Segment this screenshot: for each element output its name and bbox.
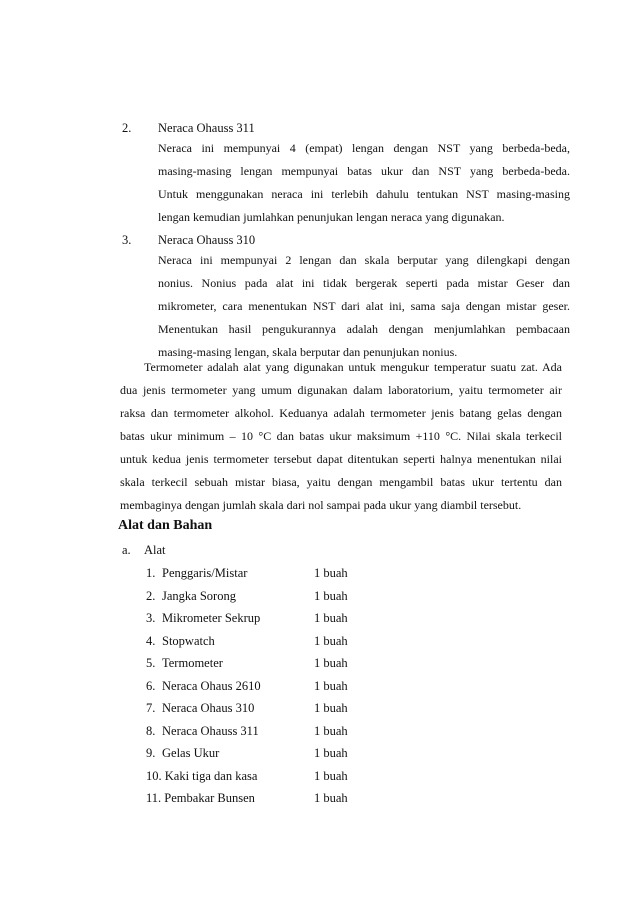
tool-row — [146, 745, 446, 768]
tool-quantity: 1 buah — [314, 611, 348, 625]
text-line: lengan kemudian jumlahkan penunjukan lengan neraca yang digunakan. — [158, 210, 505, 224]
tool-quantity: 1 buah — [314, 746, 348, 760]
tool-name: Penggaris/Mistar — [162, 566, 248, 580]
tool-row — [146, 633, 446, 656]
tool-name: Stopwatch — [162, 633, 215, 648]
text-line: mikrometer, cara menentukan NST dari alat ini, sama saja dengan mistar geser. — [158, 299, 570, 313]
tools-list — [146, 565, 446, 813]
tool-quantity: 1 buah — [314, 701, 348, 715]
tool-number: 8. — [146, 723, 156, 738]
item-title: Neraca Ohauss 311 — [158, 121, 255, 135]
tool-name: Pembakar Bunsen — [164, 791, 255, 805]
tool-quantity: 1 buah — [314, 588, 348, 603]
subsection-label: Alat — [144, 543, 166, 557]
tool-number: 6. — [146, 678, 156, 693]
tool-name: Jangka Sorong — [162, 588, 236, 603]
text-line: masing-masing lengan mempunyai batas ukur dan NST yang berbeda-beda. — [158, 164, 570, 178]
tool-row — [146, 610, 446, 633]
tool-quantity: 1 buah — [314, 656, 348, 670]
tool-quantity: 1 buah — [314, 768, 348, 783]
tool-row — [146, 655, 446, 678]
section-heading: Alat dan Bahan — [118, 518, 213, 533]
text-line: Neraca ini mempunyai 2 lengan dan skala berputar yang dilengkapi dengan — [158, 253, 570, 267]
tool-row — [146, 790, 446, 813]
text-line: Menentukan hasil pengukurannya adalah dengan menjumlahkan pembacaan — [158, 322, 570, 336]
item-number: 2. — [122, 121, 132, 135]
tool-number: 11. — [146, 791, 162, 805]
tool-entry — [146, 790, 255, 806]
text-line: untuk kedua jenis termometer tersebut dapat ditentukan seperti halnya menentukan nilai — [120, 452, 562, 466]
tool-quantity: 1 buah — [314, 791, 348, 805]
tool-name: Kaki tiga dan kasa — [164, 768, 258, 783]
tool-number: 2. — [146, 588, 156, 603]
tool-name: Termometer — [162, 656, 223, 670]
tool-row — [146, 723, 446, 746]
text-line: raksa dan termometer alkohol. Keduanya adalah termometer jenis batang gelas dengan — [120, 406, 562, 420]
tool-quantity: 1 buah — [314, 678, 348, 693]
text-line: nonius. Nonius pada alat ini tidak bergerak seperti pada mistar Geser dan — [158, 276, 570, 290]
tool-row — [146, 768, 446, 791]
item-number: 3. — [122, 233, 132, 247]
tool-number: 7. — [146, 701, 156, 715]
text-line: skala terkecil sebuah mistar biasa, yaitu dengan mengambil batas ukur tertentu dan — [120, 475, 562, 489]
tool-quantity: 1 buah — [314, 566, 348, 580]
tool-number: 10. — [146, 768, 162, 783]
text-line: Termometer adalah alat yang digunakan untuk mengukur temperatur suatu zat. Ada — [144, 360, 562, 374]
text-line: batas ukur minimum – 10 °C dan batas ukur maksimum +110 °C. Nilai skala terkecil — [120, 429, 562, 443]
text-line: masing-masing lengan, skala berputar dan penunjukan nonius. — [158, 345, 458, 359]
item-title: Neraca Ohauss 310 — [158, 233, 256, 247]
tool-row — [146, 588, 446, 611]
tool-name: Neraca Ohaus 2610 — [162, 678, 261, 693]
tool-row — [146, 678, 446, 701]
item-description — [158, 249, 570, 364]
tool-quantity: 1 buah — [314, 633, 348, 648]
text-line: Neraca ini mempunyai 4 (empat) lengan dengan NST yang berbeda-beda, — [158, 141, 570, 155]
tool-name: Mikrometer Sekrup — [162, 611, 261, 625]
tool-name: Neraca Ohaus 310 — [162, 701, 255, 715]
tool-name: Neraca Ohauss 311 — [162, 723, 259, 738]
tool-number: 4. — [146, 633, 156, 648]
tool-number: 1. — [146, 566, 156, 580]
text-line: Untuk menggunakan neraca ini terlebih dahulu tentukan NST masing-masing — [158, 187, 570, 201]
item-description — [158, 137, 570, 229]
tool-number: 5. — [146, 656, 156, 670]
tool-row — [146, 700, 446, 723]
tool-entry — [146, 768, 257, 784]
tool-name: Gelas Ukur — [162, 746, 220, 760]
tool-quantity: 1 buah — [314, 723, 348, 738]
tool-number: 3. — [146, 611, 156, 625]
text-line: dua jenis termometer yang umum digunakan dalam laboratorium, yaitu termometer air — [120, 383, 562, 397]
subsection-letter: a. — [122, 543, 131, 557]
tool-number: 9. — [146, 746, 156, 760]
tool-row — [146, 565, 446, 588]
text-line: membaginya dengan jumlah skala dari nol sampai pada ukur yang diambil tersebut. — [120, 498, 522, 512]
termometer-paragraph — [120, 356, 562, 517]
